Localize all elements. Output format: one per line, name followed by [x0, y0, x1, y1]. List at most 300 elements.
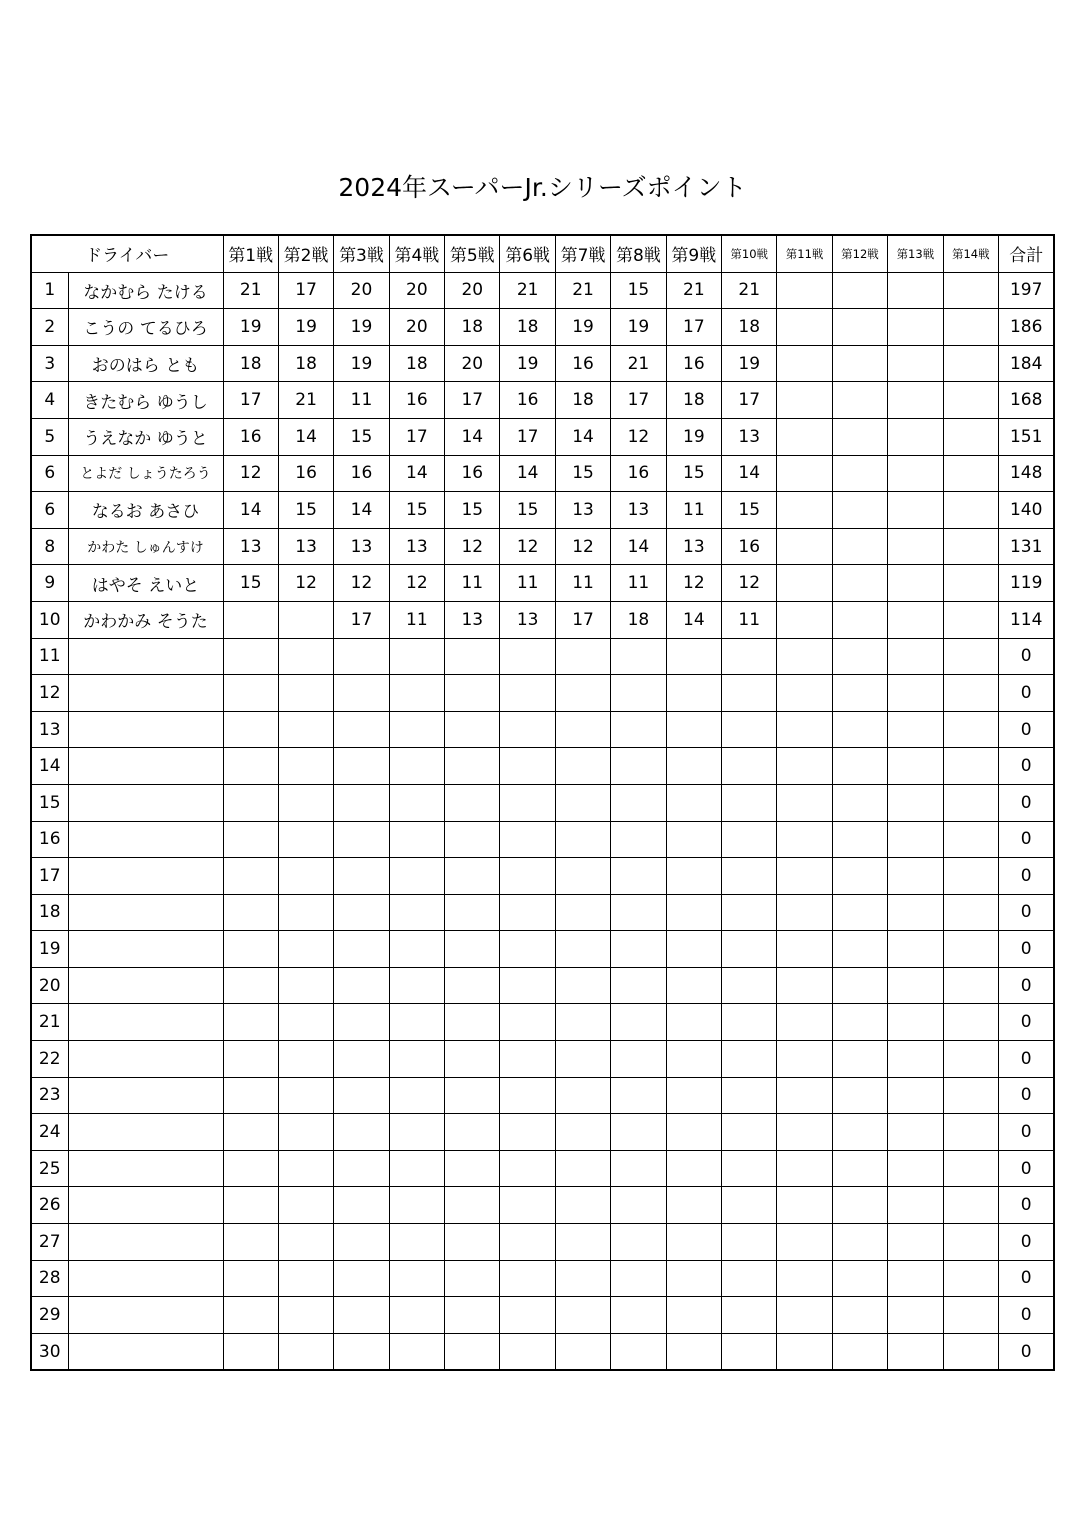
- rank-cell: 24: [31, 1114, 68, 1151]
- points-cell: [278, 967, 333, 1004]
- total-cell: 131: [998, 528, 1054, 565]
- points-cell: [555, 748, 610, 785]
- points-cell: 14: [666, 601, 721, 638]
- points-cell: [334, 1004, 389, 1041]
- rank-cell: 2: [31, 309, 68, 346]
- points-cell: [722, 748, 777, 785]
- points-cell: [223, 1004, 278, 1041]
- points-cell: [334, 967, 389, 1004]
- header-race-14: 第14戦: [943, 235, 998, 272]
- points-cell: 17: [555, 601, 610, 638]
- total-cell: 0: [998, 638, 1054, 675]
- total-cell: 0: [998, 1077, 1054, 1114]
- points-cell: [777, 565, 832, 602]
- points-cell: [334, 1224, 389, 1261]
- rank-cell: 29: [31, 1297, 68, 1334]
- points-cell: [832, 1150, 887, 1187]
- points-cell: [888, 1150, 943, 1187]
- points-cell: 12: [334, 565, 389, 602]
- points-cell: [334, 1114, 389, 1151]
- points-cell: 15: [445, 492, 500, 529]
- points-cell: [278, 1114, 333, 1151]
- table-row: [31, 1041, 1054, 1078]
- driver-name-cell: [68, 748, 223, 785]
- points-cell: [777, 711, 832, 748]
- points-cell: [888, 711, 943, 748]
- points-cell: [777, 382, 832, 419]
- points-cell: [832, 272, 887, 309]
- driver-name-cell: [68, 1150, 223, 1187]
- points-cell: [943, 675, 998, 712]
- points-cell: [555, 931, 610, 968]
- table-row: [31, 1260, 1054, 1297]
- points-cell: [445, 748, 500, 785]
- points-cell: 14: [500, 455, 555, 492]
- points-cell: [555, 1187, 610, 1224]
- points-cell: [943, 821, 998, 858]
- total-cell: 0: [998, 1297, 1054, 1334]
- rank-cell: 26: [31, 1187, 68, 1224]
- points-cell: [445, 894, 500, 931]
- points-cell: [666, 821, 721, 858]
- total-cell: 0: [998, 748, 1054, 785]
- points-cell: [500, 675, 555, 712]
- points-cell: [943, 1187, 998, 1224]
- page-title: 2024年スーパーJr.シリーズポイント: [338, 173, 747, 202]
- points-cell: [278, 894, 333, 931]
- points-cell: [888, 601, 943, 638]
- header-race-6: 第6戦: [500, 235, 555, 272]
- header-race-11: 第11戦: [777, 235, 832, 272]
- points-table: [30, 234, 1055, 1371]
- points-cell: [445, 858, 500, 895]
- rank-cell: 13: [31, 711, 68, 748]
- points-cell: [389, 675, 444, 712]
- total-cell: 119: [998, 565, 1054, 602]
- points-cell: [611, 1333, 666, 1370]
- points-cell: 12: [611, 418, 666, 455]
- points-cell: [445, 675, 500, 712]
- header-race-5: 第5戦: [445, 235, 500, 272]
- points-cell: [278, 1224, 333, 1261]
- points-cell: [500, 1333, 555, 1370]
- points-cell: [666, 675, 721, 712]
- points-cell: [777, 967, 832, 1004]
- points-cell: [334, 858, 389, 895]
- points-cell: [888, 638, 943, 675]
- points-cell: [943, 528, 998, 565]
- points-cell: [611, 894, 666, 931]
- points-cell: [278, 748, 333, 785]
- points-cell: [389, 1114, 444, 1151]
- points-cell: [666, 1004, 721, 1041]
- driver-name-cell: とよだ しょうたろう: [68, 455, 223, 492]
- table-row: [31, 1187, 1054, 1224]
- driver-name-cell: [68, 1333, 223, 1370]
- points-cell: [888, 1004, 943, 1041]
- points-cell: [223, 1114, 278, 1151]
- total-cell: 0: [998, 1187, 1054, 1224]
- points-cell: 12: [223, 455, 278, 492]
- points-cell: [943, 1260, 998, 1297]
- points-cell: [334, 1077, 389, 1114]
- points-cell: [888, 748, 943, 785]
- points-cell: [943, 492, 998, 529]
- points-cell: [278, 784, 333, 821]
- rank-cell: 4: [31, 382, 68, 419]
- points-cell: [555, 1077, 610, 1114]
- rank-cell: 6: [31, 492, 68, 529]
- total-cell: 0: [998, 821, 1054, 858]
- driver-name-cell: [68, 1004, 223, 1041]
- driver-name-cell: [68, 784, 223, 821]
- points-cell: [611, 675, 666, 712]
- points-cell: [832, 711, 887, 748]
- header-row: [31, 235, 1054, 272]
- points-cell: 13: [278, 528, 333, 565]
- total-cell: 114: [998, 601, 1054, 638]
- points-cell: [223, 1150, 278, 1187]
- points-cell: 11: [666, 492, 721, 529]
- points-cell: [278, 821, 333, 858]
- points-cell: [611, 1224, 666, 1261]
- total-cell: 0: [998, 1224, 1054, 1261]
- points-cell: 16: [611, 455, 666, 492]
- table-row: [31, 784, 1054, 821]
- points-cell: 15: [334, 418, 389, 455]
- points-cell: [445, 711, 500, 748]
- total-cell: 151: [998, 418, 1054, 455]
- points-cell: [832, 748, 887, 785]
- points-cell: [278, 638, 333, 675]
- points-cell: [943, 967, 998, 1004]
- points-cell: 16: [334, 455, 389, 492]
- points-cell: [334, 711, 389, 748]
- points-cell: [334, 1187, 389, 1224]
- points-cell: 12: [500, 528, 555, 565]
- total-cell: 0: [998, 784, 1054, 821]
- total-cell: 184: [998, 345, 1054, 382]
- points-cell: 11: [722, 601, 777, 638]
- rank-cell: 30: [31, 1333, 68, 1370]
- points-cell: [666, 1041, 721, 1078]
- points-cell: 21: [611, 345, 666, 382]
- points-cell: [666, 931, 721, 968]
- points-cell: 13: [555, 492, 610, 529]
- driver-name-cell: [68, 894, 223, 931]
- points-cell: [722, 638, 777, 675]
- points-cell: [888, 1333, 943, 1370]
- total-cell: 186: [998, 309, 1054, 346]
- driver-name-cell: [68, 967, 223, 1004]
- points-cell: 16: [389, 382, 444, 419]
- points-cell: [278, 601, 333, 638]
- points-cell: 15: [722, 492, 777, 529]
- points-cell: [389, 1041, 444, 1078]
- points-cell: [555, 1224, 610, 1261]
- points-cell: [445, 1077, 500, 1114]
- points-cell: 11: [445, 565, 500, 602]
- points-cell: [445, 1333, 500, 1370]
- points-cell: [223, 1224, 278, 1261]
- points-cell: [278, 931, 333, 968]
- points-cell: [832, 1297, 887, 1334]
- points-cell: [500, 894, 555, 931]
- points-cell: [500, 931, 555, 968]
- points-cell: 19: [722, 345, 777, 382]
- rank-cell: 14: [31, 748, 68, 785]
- rank-cell: 3: [31, 345, 68, 382]
- points-cell: [445, 1260, 500, 1297]
- points-cell: [555, 711, 610, 748]
- points-cell: 21: [666, 272, 721, 309]
- driver-name-cell: [68, 1260, 223, 1297]
- points-cell: [888, 492, 943, 529]
- points-cell: 13: [445, 601, 500, 638]
- points-cell: 20: [445, 272, 500, 309]
- points-cell: [722, 1297, 777, 1334]
- points-cell: [777, 272, 832, 309]
- points-cell: 14: [389, 455, 444, 492]
- rank-cell: 5: [31, 418, 68, 455]
- points-cell: [223, 1333, 278, 1370]
- points-cell: [555, 1004, 610, 1041]
- points-cell: 15: [223, 565, 278, 602]
- rank-cell: 8: [31, 528, 68, 565]
- points-cell: [777, 528, 832, 565]
- points-cell: [777, 492, 832, 529]
- points-cell: [666, 858, 721, 895]
- table-row: [31, 565, 1054, 602]
- points-cell: 13: [389, 528, 444, 565]
- points-cell: [832, 967, 887, 1004]
- points-cell: [943, 1297, 998, 1334]
- points-cell: 19: [334, 345, 389, 382]
- driver-name-cell: [68, 821, 223, 858]
- header-race-13: 第13戦: [888, 235, 943, 272]
- driver-name-cell: [68, 1297, 223, 1334]
- points-cell: 14: [223, 492, 278, 529]
- points-cell: [389, 967, 444, 1004]
- points-cell: [223, 784, 278, 821]
- points-cell: [832, 931, 887, 968]
- points-cell: [278, 1333, 333, 1370]
- points-cell: [943, 601, 998, 638]
- points-cell: [666, 967, 721, 1004]
- points-cell: [278, 1297, 333, 1334]
- points-cell: 11: [389, 601, 444, 638]
- table-row: [31, 931, 1054, 968]
- points-cell: [500, 1004, 555, 1041]
- points-cell: 17: [722, 382, 777, 419]
- points-cell: [943, 1077, 998, 1114]
- points-cell: [888, 894, 943, 931]
- points-cell: 18: [278, 345, 333, 382]
- points-cell: 14: [334, 492, 389, 529]
- points-cell: [445, 638, 500, 675]
- points-cell: 18: [666, 382, 721, 419]
- points-cell: 14: [278, 418, 333, 455]
- points-cell: [832, 1187, 887, 1224]
- points-cell: [722, 675, 777, 712]
- points-cell: [223, 821, 278, 858]
- points-cell: [555, 821, 610, 858]
- points-cell: [223, 858, 278, 895]
- points-cell: [943, 455, 998, 492]
- points-cell: [888, 1114, 943, 1151]
- table-row: [31, 345, 1054, 382]
- points-cell: [445, 931, 500, 968]
- points-cell: [666, 1114, 721, 1151]
- points-cell: [943, 309, 998, 346]
- points-cell: 16: [445, 455, 500, 492]
- points-cell: [777, 1187, 832, 1224]
- total-cell: 0: [998, 711, 1054, 748]
- points-cell: [223, 601, 278, 638]
- points-cell: 19: [500, 345, 555, 382]
- table-row: [31, 528, 1054, 565]
- points-cell: 13: [223, 528, 278, 565]
- points-cell: [943, 382, 998, 419]
- points-cell: [666, 1077, 721, 1114]
- header-race-12: 第12戦: [832, 235, 887, 272]
- table-row: [31, 675, 1054, 712]
- points-cell: [389, 784, 444, 821]
- total-cell: 0: [998, 1114, 1054, 1151]
- points-cell: [943, 894, 998, 931]
- points-cell: 17: [500, 418, 555, 455]
- points-cell: 11: [334, 382, 389, 419]
- total-cell: 0: [998, 1260, 1054, 1297]
- table-row: [31, 1297, 1054, 1334]
- points-cell: [389, 1260, 444, 1297]
- points-cell: [722, 821, 777, 858]
- points-cell: [389, 711, 444, 748]
- points-cell: [555, 1333, 610, 1370]
- points-cell: [666, 1150, 721, 1187]
- points-cell: 21: [555, 272, 610, 309]
- points-cell: [943, 1333, 998, 1370]
- points-cell: 17: [223, 382, 278, 419]
- total-cell: 0: [998, 931, 1054, 968]
- points-cell: 14: [611, 528, 666, 565]
- points-cell: [722, 1260, 777, 1297]
- points-cell: [888, 675, 943, 712]
- points-cell: [777, 418, 832, 455]
- points-cell: [666, 894, 721, 931]
- points-cell: 17: [334, 601, 389, 638]
- points-cell: [611, 748, 666, 785]
- points-cell: [888, 418, 943, 455]
- points-cell: [334, 1041, 389, 1078]
- points-cell: 12: [445, 528, 500, 565]
- points-cell: [334, 1260, 389, 1297]
- points-cell: 18: [223, 345, 278, 382]
- points-cell: [334, 931, 389, 968]
- table-row: [31, 967, 1054, 1004]
- points-cell: [832, 1077, 887, 1114]
- points-cell: [611, 931, 666, 968]
- points-cell: [777, 1041, 832, 1078]
- points-cell: [334, 1333, 389, 1370]
- points-cell: [611, 784, 666, 821]
- points-cell: [555, 1114, 610, 1151]
- points-cell: [888, 455, 943, 492]
- header-race-8: 第8戦: [611, 235, 666, 272]
- points-cell: 18: [555, 382, 610, 419]
- points-cell: 18: [611, 601, 666, 638]
- points-cell: 19: [278, 309, 333, 346]
- points-cell: [611, 1041, 666, 1078]
- table-row: [31, 711, 1054, 748]
- points-cell: [777, 601, 832, 638]
- points-cell: [611, 858, 666, 895]
- total-cell: 0: [998, 967, 1054, 1004]
- total-cell: 0: [998, 858, 1054, 895]
- points-cell: [500, 1077, 555, 1114]
- rank-cell: 16: [31, 821, 68, 858]
- points-cell: [611, 967, 666, 1004]
- points-cell: 18: [389, 345, 444, 382]
- points-cell: [223, 638, 278, 675]
- table-row: [31, 821, 1054, 858]
- points-cell: [832, 418, 887, 455]
- points-cell: [777, 1114, 832, 1151]
- points-cell: [888, 1187, 943, 1224]
- points-cell: [555, 894, 610, 931]
- driver-name-cell: おのはら とも: [68, 345, 223, 382]
- rank-cell: 23: [31, 1077, 68, 1114]
- points-cell: [832, 565, 887, 602]
- points-cell: 16: [500, 382, 555, 419]
- table-row: [31, 309, 1054, 346]
- points-cell: [389, 1077, 444, 1114]
- table-row: [31, 1224, 1054, 1261]
- points-cell: [722, 1333, 777, 1370]
- points-cell: [611, 711, 666, 748]
- points-cell: 19: [334, 309, 389, 346]
- points-cell: [777, 345, 832, 382]
- points-cell: 13: [611, 492, 666, 529]
- points-cell: [389, 894, 444, 931]
- points-cell: [832, 601, 887, 638]
- points-cell: 17: [445, 382, 500, 419]
- points-cell: [777, 1224, 832, 1261]
- points-cell: [666, 1187, 721, 1224]
- points-cell: 12: [666, 565, 721, 602]
- points-cell: [278, 1077, 333, 1114]
- driver-name-cell: [68, 638, 223, 675]
- table-row: [31, 418, 1054, 455]
- points-cell: [943, 1114, 998, 1151]
- points-cell: [777, 821, 832, 858]
- rank-cell: 21: [31, 1004, 68, 1041]
- table-row: [31, 1004, 1054, 1041]
- points-cell: [777, 675, 832, 712]
- points-cell: [832, 309, 887, 346]
- points-cell: [777, 894, 832, 931]
- points-cell: [832, 1114, 887, 1151]
- points-cell: [722, 1077, 777, 1114]
- points-cell: 18: [445, 309, 500, 346]
- points-cell: [555, 675, 610, 712]
- points-cell: [334, 1150, 389, 1187]
- total-cell: 0: [998, 675, 1054, 712]
- points-cell: [445, 821, 500, 858]
- rank-cell: 6: [31, 455, 68, 492]
- points-cell: 14: [445, 418, 500, 455]
- points-cell: 17: [278, 272, 333, 309]
